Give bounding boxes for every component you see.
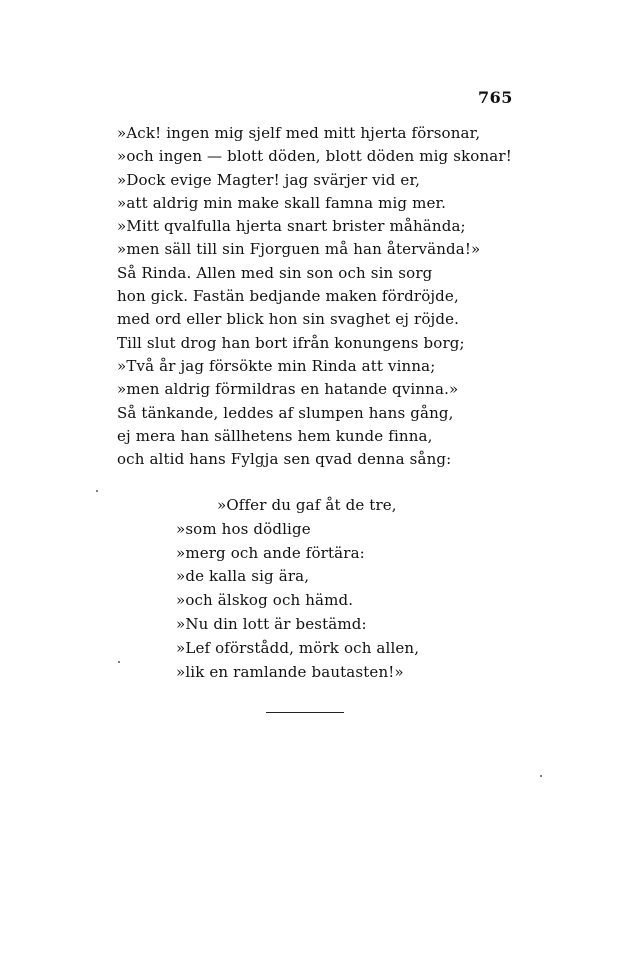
song-line: »merg och ande förtära: xyxy=(176,543,365,562)
poem-line: hon gick. Fastän bedjande maken fördröjde, xyxy=(117,287,459,306)
poem-stanza-song xyxy=(176,494,476,684)
song-line: »och älskog och hämd. xyxy=(176,591,354,610)
poem-line: ej mera han sällhetens hem kunde finna, xyxy=(117,426,433,445)
poem-line: »Dock evige Magter! jag svärjer vid er, xyxy=(117,170,421,189)
poem-line: »Mitt qvalfulla hjerta snart brister måhända; xyxy=(117,217,466,236)
song-line: »Lef oförstådd, mörk och allen, xyxy=(176,638,420,657)
poem-line: Till slut drog han bort ifrån konungens borg; xyxy=(117,333,465,352)
poem-line: Så Rinda. Allen med sin son och sin sorg xyxy=(117,263,433,282)
paper-speck xyxy=(118,661,120,663)
poem-line: »och ingen — blott döden, blott döden mig skonar! xyxy=(117,147,512,166)
song-line: »lik en ramlande bautasten!» xyxy=(176,662,404,681)
page-number: 765 xyxy=(478,88,513,107)
poem-line: »men säll till sin Fjorguen må han återvända!» xyxy=(117,240,481,259)
paper-speck xyxy=(540,775,542,777)
poem-line: Så tänkande, leddes af slumpen hans gång, xyxy=(117,403,454,422)
poem-line: »Ack! ingen mig sjelf med mitt hjerta försonar, xyxy=(117,124,481,142)
poem-line: »men aldrig förmildras en hatande qvinna.» xyxy=(117,380,459,399)
poem-stanza-main xyxy=(117,122,527,471)
poem-line: och altid hans Fylgja sen qvad denna sång: xyxy=(117,450,452,469)
poem-line: »att aldrig min make skall famna mig mer. xyxy=(117,193,447,212)
paper-speck xyxy=(96,490,98,492)
closing-rule xyxy=(266,712,344,713)
song-line: »som hos dödlige xyxy=(176,519,311,538)
poem-line: med ord eller blick hon sin svaghet ej röjde. xyxy=(117,310,460,329)
song-line: »Offer du gaf åt de tre, xyxy=(217,496,397,514)
song-line: »Nu din lott är bestämd: xyxy=(176,614,367,633)
poem-line: »Två år jag försökte min Rinda att vinna; xyxy=(117,356,436,375)
song-line: »de kalla sig ära, xyxy=(176,567,310,586)
